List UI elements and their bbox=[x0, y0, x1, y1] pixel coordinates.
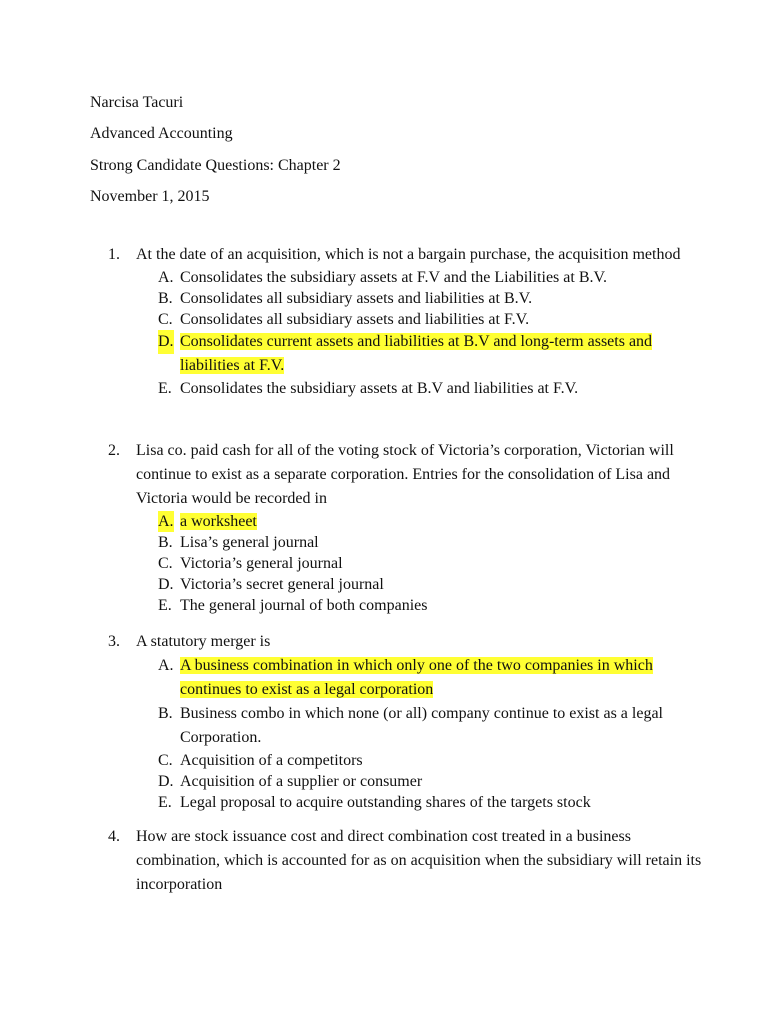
question-2 bbox=[108, 439, 708, 616]
option-text bbox=[180, 511, 708, 532]
highlighted-answer: a worksheet bbox=[180, 513, 257, 530]
option-letter: C. bbox=[158, 311, 173, 328]
option-letter: A. bbox=[158, 657, 174, 674]
student-name: Narcisa Tacuri bbox=[90, 94, 184, 111]
question-3 bbox=[108, 630, 708, 813]
question-1 bbox=[108, 243, 708, 399]
option-a bbox=[158, 511, 708, 532]
option-e bbox=[158, 792, 708, 813]
option-text: Business combo in which none (or all) company continue to exist as a legal Corporation. bbox=[180, 705, 663, 746]
option-letter: D. bbox=[158, 576, 174, 593]
question-number: 4. bbox=[108, 828, 120, 845]
option-e bbox=[158, 595, 708, 616]
question-text: Lisa co. paid cash for all of the voting stock of Victoria’s corporation, Victorian will continue to exist as a separate corporation. Entries for the consolidation of Lisa and Victoria would be recorded in bbox=[136, 442, 674, 507]
option-d bbox=[158, 330, 708, 378]
option-text: The general journal of both companies bbox=[180, 597, 428, 614]
option-text: Victoria’s secret general journal bbox=[180, 576, 384, 593]
option-text: Lisa’s general journal bbox=[180, 534, 319, 551]
option-list bbox=[108, 654, 708, 813]
option-text: Consolidates all subsidiary assets and liabilities at B.V. bbox=[180, 290, 533, 307]
option-letter: D. bbox=[158, 330, 174, 354]
option-a bbox=[158, 654, 708, 702]
option-text: Consolidates all subsidiary assets and liabilities at F.V. bbox=[180, 311, 530, 328]
option-c bbox=[158, 553, 708, 574]
option-text: Victoria’s general journal bbox=[180, 555, 343, 572]
option-letter: C. bbox=[158, 555, 173, 572]
highlighted-answer: Consolidates current assets and liabilities at B.V and long-term assets and liabilities at F.V. bbox=[180, 333, 653, 374]
option-b bbox=[158, 532, 708, 553]
assignment-title: Strong Candidate Questions: Chapter 2 bbox=[90, 157, 341, 174]
option-text: Legal proposal to acquire outstanding shares of the targets stock bbox=[180, 794, 591, 811]
option-letter: B. bbox=[158, 705, 173, 722]
option-letter: B. bbox=[158, 290, 173, 307]
question-text: At the date of an acquisition, which is not a bargain purchase, the acquisition method bbox=[136, 246, 681, 263]
option-c bbox=[158, 309, 708, 330]
option-letter: D. bbox=[158, 773, 174, 790]
option-letter: E. bbox=[158, 597, 172, 614]
option-text: Acquisition of a supplier or consumer bbox=[180, 773, 423, 790]
question-text: How are stock issuance cost and direct combination cost treated in a business combination, which is accounted for as on acquisition when the subsidiary will retain its incorporation bbox=[136, 828, 702, 893]
option-letter: B. bbox=[158, 534, 173, 551]
option-d bbox=[158, 574, 708, 595]
option-text: Acquisition of a competitors bbox=[180, 752, 363, 769]
option-text bbox=[180, 330, 708, 378]
question-text: A statutory merger is bbox=[136, 633, 271, 650]
option-a bbox=[158, 267, 708, 288]
highlighted-answer: A business combination in which only one of the two companies in which continues to exist as a legal corporation bbox=[180, 657, 653, 698]
question-number: 3. bbox=[108, 633, 120, 650]
option-b bbox=[158, 702, 708, 750]
option-e bbox=[158, 378, 708, 399]
option-list bbox=[108, 267, 708, 399]
option-text bbox=[180, 654, 708, 702]
option-letter: A. bbox=[158, 513, 174, 530]
option-d bbox=[158, 771, 708, 792]
question-4 bbox=[108, 825, 708, 897]
question-number: 2. bbox=[108, 442, 120, 459]
option-letter: E. bbox=[158, 380, 172, 397]
option-letter: E. bbox=[158, 794, 172, 811]
option-c bbox=[158, 750, 708, 771]
document-date: November 1, 2015 bbox=[90, 188, 210, 205]
course-title: Advanced Accounting bbox=[90, 125, 233, 142]
option-b bbox=[158, 288, 708, 309]
option-list bbox=[108, 511, 708, 616]
option-letter: A. bbox=[158, 269, 174, 286]
option-text: Consolidates the subsidiary assets at B.V and liabilities at F.V. bbox=[180, 380, 579, 397]
question-number: 1. bbox=[108, 246, 120, 263]
option-text: Consolidates the subsidiary assets at F.V and the Liabilities at B.V. bbox=[180, 269, 607, 286]
option-letter: C. bbox=[158, 752, 173, 769]
